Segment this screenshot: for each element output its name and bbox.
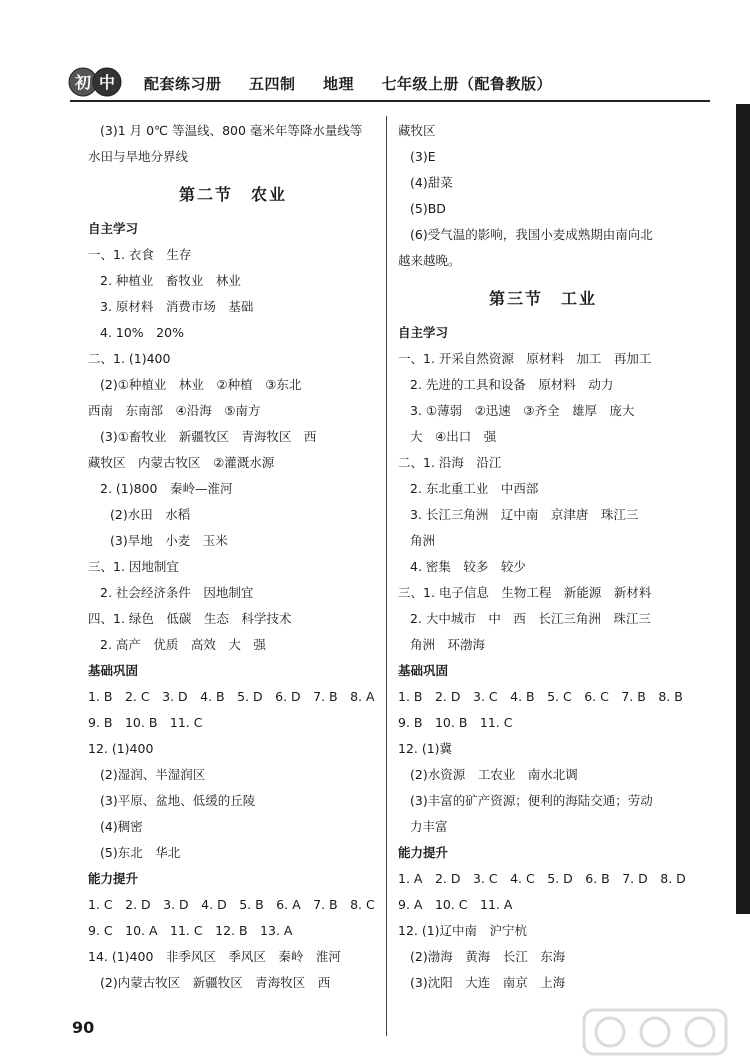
page-header [68,64,628,100]
answer-line: (4)稠密 [100,819,143,834]
answer-line: (3)E [410,149,436,164]
answer-line: 水田与旱地分界线 [88,149,189,164]
subject: 地理 [322,75,354,93]
answer-line: 1. B 2. C 3. D 4. B 5. D 6. D 7. B 8. A [88,689,375,704]
answer-line: 角洲 [410,533,436,548]
page-edge-tab [736,104,750,914]
subsection-heading: 自主学习 [398,325,449,340]
answer-line: 大 ④出口 强 [410,429,497,444]
subsection-heading: 基础巩固 [88,663,139,678]
answer-line: 一、1. 衣食 生存 [88,247,192,262]
section-title: 第二节 农业 [178,185,287,204]
book-title: 配套练习册 [144,75,222,93]
answer-line: (3)旱地 小麦 玉米 [110,533,228,548]
section-title: 第三节 工业 [488,289,597,308]
answer-line: (3)①畜牧业 新疆牧区 青海牧区 西 [100,429,317,444]
subsection-heading: 能力提升 [398,845,449,860]
answer-line: 12. (1)冀 [398,741,453,756]
answer-line: 9. B 10. B 11. C [398,715,513,730]
answer-line: (2)水田 水稻 [110,507,191,522]
answer-line: 3. 原材料 消费市场 基础 [100,299,254,314]
answer-line: (3)1 月 0℃ 等温线、800 毫米年等降水量线等 [100,123,363,138]
answer-line: 三、1. 电子信息 生物工程 新能源 新材料 [398,585,652,600]
subsection-heading: 自主学习 [88,221,139,236]
answer-line: 1. A 2. D 3. C 4. C 5. D 6. B 7. D 8. D [398,871,686,886]
answer-line: 2. 高产 优质 高效 大 强 [100,637,266,652]
answer-line: 2. 大中城市 中 西 长江三角洲 珠江三 [410,611,651,626]
page-number: 90 [72,1018,95,1037]
answer-line: (2)水资源 工农业 南水北调 [410,767,578,782]
answer-line: 4. 10% 20% [100,325,184,340]
column-divider [386,116,387,1036]
answer-line: (2)湿润、半湿润区 [100,767,206,782]
answer-line: (2)渤海 黄海 长江 东海 [410,949,566,964]
answer-line: 2. 先进的工具和设备 原材料 动力 [410,377,614,392]
answer-line: 2. 种植业 畜牧业 林业 [100,273,241,288]
answer-line: (3)沈阳 大连 南京 上海 [410,975,566,990]
subsection-heading: 能力提升 [88,871,139,886]
answer-line: 1. C 2. D 3. D 4. D 5. B 6. A 7. B 8. C [88,897,375,912]
answer-line: 9. A 10. C 11. A [398,897,513,912]
answer-line: 2. (1)800 秦岭—淮河 [100,481,233,496]
watermark-logo [580,1004,730,1060]
answer-line: 藏牧区 [398,123,436,138]
answer-line: (2)①种植业 林业 ②种植 ③东北 [100,377,302,392]
answer-line: (6)受气温的影响，我国小麦成熟期由南向北 [410,227,653,242]
answer-line: 力丰富 [410,819,448,834]
answer-line: 越来越晚。 [398,253,461,268]
answer-line: 14. (1)400 非季风区 季风区 秦岭 淮河 [88,949,341,964]
logo-char-2: 中 [98,73,116,92]
answer-line: 3. 长江三角洲 辽中南 京津唐 珠江三 [410,507,639,522]
answer-line: 2. 社会经济条件 因地制宜 [100,585,254,600]
right-column [398,118,688,996]
answer-line: (3)平原、盆地、低缓的丘陵 [100,793,256,808]
answer-line: (5)东北 华北 [100,845,181,860]
answer-line: 角洲 环渤海 [410,637,486,652]
answer-line: 3. ①薄弱 ②迅速 ③齐全 雄厚 庞大 [410,403,635,418]
answer-line: (4)甜菜 [410,175,453,190]
answer-line: 西南 东南部 ④沿海 ⑤南方 [88,403,261,418]
answer-line: 藏牧区 内蒙古牧区 ②灌溉水源 [88,455,275,470]
answer-line: (5)BD [410,201,446,216]
answer-line: 4. 密集 较多 较少 [410,559,526,574]
answer-line: 12. (1)辽中南 沪宁杭 [398,923,528,938]
header-rule [70,100,710,102]
header-title-row [144,73,552,94]
answer-line: (2)内蒙古牧区 新疆牧区 青海牧区 西 [100,975,331,990]
answer-line: 2. 东北重工业 中西部 [410,481,539,496]
answer-line: 四、1. 绿色 低碳 生态 科学技术 [88,611,292,626]
answer-line: 二、1. 沿海 沿江 [398,455,502,470]
answer-line: 9. C 10. A 11. C 12. B 13. A [88,923,293,938]
answer-line: 二、1. (1)400 [88,351,171,366]
answer-line: 12. (1)400 [88,741,154,756]
answer-line: 一、1. 开采自然资源 原材料 加工 再加工 [398,351,652,366]
logo-badge [68,66,122,98]
answer-line: 9. B 10. B 11. C [88,715,203,730]
logo-char-1: 初 [74,73,92,92]
left-column [88,118,378,996]
answer-line: (3)丰富的矿产资源；便利的海陆交通；劳动 [410,793,653,808]
answer-line: 三、1. 因地制宜 [88,559,179,574]
answer-line: 1. B 2. D 3. C 4. B 5. C 6. C 7. B 8. B [398,689,683,704]
grade-edition: 七年级上册（配鲁教版） [381,75,552,93]
subsection-heading: 基础巩固 [398,663,449,678]
school-system: 五四制 [248,75,296,93]
